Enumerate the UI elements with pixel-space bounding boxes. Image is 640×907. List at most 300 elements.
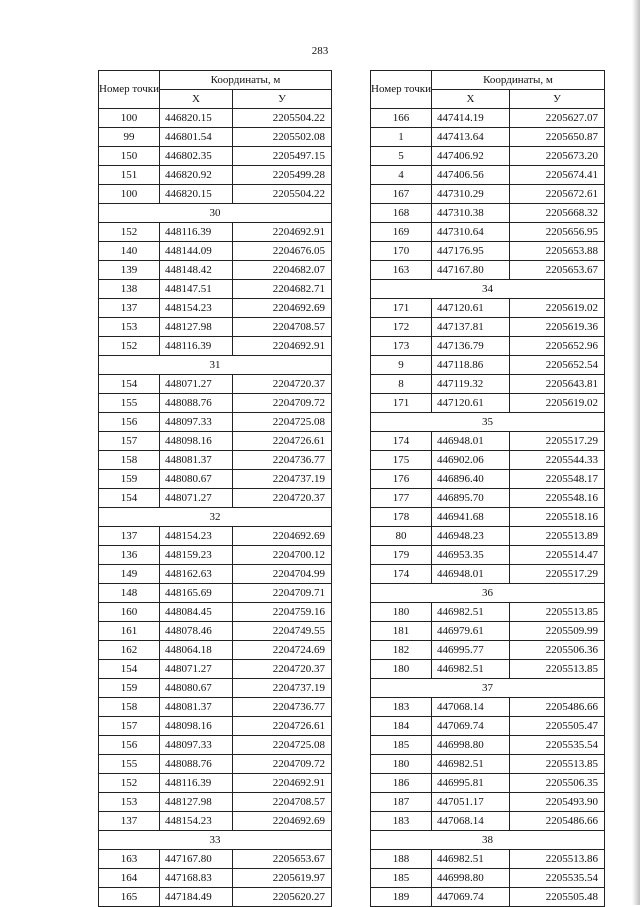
table-row	[371, 755, 605, 774]
table-row	[99, 185, 332, 204]
point-number-cell: 137	[99, 527, 160, 546]
x-coordinate-cell: 447406.56	[431, 166, 509, 185]
table-row	[371, 603, 605, 622]
y-coordinate-cell: 2204736.77	[232, 698, 331, 717]
point-number-cell: 155	[99, 755, 160, 774]
x-coordinate-cell: 448098.16	[159, 432, 232, 451]
table-row	[371, 204, 605, 223]
x-coordinate-cell: 446820.15	[159, 109, 232, 128]
x-coordinate-cell: 446995.77	[431, 641, 509, 660]
x-coordinate-cell: 448116.39	[159, 337, 232, 356]
y-coordinate-cell: 2204726.61	[232, 432, 331, 451]
point-number-cell: 8	[371, 375, 432, 394]
x-coordinate-cell: 448088.76	[159, 755, 232, 774]
x-coordinate-cell: 448148.42	[159, 261, 232, 280]
x-coordinate-cell: 447176.95	[431, 242, 509, 261]
x-coordinate-cell: 447068.14	[431, 698, 509, 717]
coordinates-header: Координаты, м	[159, 71, 331, 90]
x-coordinate-cell: 447414.19	[431, 109, 509, 128]
y-coordinate-cell: 2204737.19	[232, 470, 331, 489]
x-coordinate-cell: 446982.51	[431, 850, 509, 869]
y-coordinate-cell: 2205535.54	[509, 736, 604, 755]
y-coordinate-cell: 2205668.32	[509, 204, 604, 223]
y-coordinate-cell: 2205672.61	[509, 185, 604, 204]
y-coordinate-cell: 2204759.16	[232, 603, 331, 622]
x-coordinate-cell: 447119.32	[431, 375, 509, 394]
table-row	[99, 679, 332, 698]
table-row	[371, 698, 605, 717]
point-number-cell: 180	[371, 755, 432, 774]
y-coordinate-cell: 2205627.07	[509, 109, 604, 128]
section-row	[371, 413, 605, 432]
y-coordinate-cell: 2204692.69	[232, 527, 331, 546]
section-number: 33	[99, 831, 332, 850]
table-row	[99, 394, 332, 413]
point-number-cell: 137	[99, 299, 160, 318]
x-coordinate-cell: 447184.49	[159, 888, 232, 907]
point-number-header: Номер точки	[99, 71, 160, 109]
y-coordinate-cell: 2205643.81	[509, 375, 604, 394]
x-coordinate-cell: 447168.83	[159, 869, 232, 888]
table-row	[99, 337, 332, 356]
x-coordinate-cell: 447120.61	[431, 394, 509, 413]
y-coordinate-cell: 2205548.16	[509, 489, 604, 508]
point-number-cell: 165	[99, 888, 160, 907]
x-coordinate-cell: 447413.64	[431, 128, 509, 147]
point-number-cell: 180	[371, 603, 432, 622]
right-table-body	[371, 109, 605, 907]
x-coordinate-cell: 448154.23	[159, 299, 232, 318]
y-coordinate-cell: 2205513.86	[509, 850, 604, 869]
y-coordinate-cell: 2205504.22	[232, 109, 331, 128]
y-coordinate-cell: 2205499.28	[232, 166, 331, 185]
y-coordinate-cell: 2205517.29	[509, 432, 604, 451]
table-row	[99, 698, 332, 717]
table-row	[99, 147, 332, 166]
point-number-cell: 158	[99, 698, 160, 717]
y-coordinate-cell: 2205653.88	[509, 242, 604, 261]
x-coordinate-cell: 446801.54	[159, 128, 232, 147]
x-coordinate-cell: 448154.23	[159, 527, 232, 546]
table-row	[99, 242, 332, 261]
x-coordinate-cell: 447137.81	[431, 318, 509, 337]
table-row	[99, 755, 332, 774]
point-number-cell: 4	[371, 166, 432, 185]
x-coordinate-cell: 447068.14	[431, 812, 509, 831]
point-number-cell: 152	[99, 337, 160, 356]
point-number-cell: 151	[99, 166, 160, 185]
y-coordinate-cell: 2204726.61	[232, 717, 331, 736]
table-row	[371, 546, 605, 565]
x-coordinate-cell: 447118.86	[431, 356, 509, 375]
table-row	[371, 432, 605, 451]
y-coordinate-cell: 2205502.08	[232, 128, 331, 147]
y-coordinate-cell: 2204708.57	[232, 793, 331, 812]
y-coordinate-cell: 2205513.85	[509, 755, 604, 774]
x-header: X	[159, 90, 232, 109]
page-number: 283	[311, 45, 329, 57]
y-coordinate-cell: 2205486.66	[509, 698, 604, 717]
coordinates-table-left	[98, 70, 332, 907]
table-row	[371, 489, 605, 508]
table-row	[371, 850, 605, 869]
point-number-cell: 159	[99, 470, 160, 489]
point-number-cell: 185	[371, 736, 432, 755]
point-number-cell: 181	[371, 622, 432, 641]
section-number: 35	[371, 413, 605, 432]
x-coordinate-cell: 446802.35	[159, 147, 232, 166]
y-coordinate-cell: 2205506.36	[509, 641, 604, 660]
y-coordinate-cell: 2204700.12	[232, 546, 331, 565]
x-coordinate-cell: 446948.01	[431, 565, 509, 584]
point-number-cell: 152	[99, 774, 160, 793]
table-row	[371, 470, 605, 489]
y-coordinate-cell: 2204724.69	[232, 641, 331, 660]
table-row	[371, 660, 605, 679]
x-coordinate-cell: 448078.46	[159, 622, 232, 641]
x-coordinate-cell: 446995.81	[431, 774, 509, 793]
table-row	[371, 736, 605, 755]
x-coordinate-cell: 448081.37	[159, 698, 232, 717]
x-coordinate-cell: 447136.79	[431, 337, 509, 356]
x-coordinate-cell: 448144.09	[159, 242, 232, 261]
table-row	[371, 508, 605, 527]
y-coordinate-cell: 2205656.95	[509, 223, 604, 242]
point-number-cell: 1	[371, 128, 432, 147]
table-row	[99, 736, 332, 755]
point-number-cell: 167	[371, 185, 432, 204]
table-row	[99, 318, 332, 337]
point-number-cell: 182	[371, 641, 432, 660]
table-row	[99, 109, 332, 128]
point-number-cell: 171	[371, 299, 432, 318]
x-coordinate-cell: 448162.63	[159, 565, 232, 584]
coordinates-header: Координаты, м	[431, 71, 604, 90]
point-number-cell: 161	[99, 622, 160, 641]
point-number-cell: 184	[371, 717, 432, 736]
x-coordinate-cell: 448127.98	[159, 793, 232, 812]
table-row	[99, 869, 332, 888]
y-coordinate-cell: 2204682.71	[232, 280, 331, 299]
y-coordinate-cell: 2204720.37	[232, 489, 331, 508]
x-coordinate-cell: 448165.69	[159, 584, 232, 603]
point-number-cell: 136	[99, 546, 160, 565]
x-coordinate-cell: 447167.80	[431, 261, 509, 280]
x-coordinate-cell: 448080.67	[159, 679, 232, 698]
x-coordinate-cell: 446948.23	[431, 527, 509, 546]
point-number-cell: 189	[371, 888, 432, 907]
section-number: 32	[99, 508, 332, 527]
y-coordinate-cell: 2204725.08	[232, 413, 331, 432]
table-row	[99, 128, 332, 147]
x-coordinate-cell: 447310.38	[431, 204, 509, 223]
point-number-cell: 80	[371, 527, 432, 546]
point-number-cell: 164	[99, 869, 160, 888]
point-number-cell: 153	[99, 318, 160, 337]
y-coordinate-cell: 2205674.41	[509, 166, 604, 185]
point-number-cell: 168	[371, 204, 432, 223]
table-row	[371, 299, 605, 318]
section-number: 36	[371, 584, 605, 603]
y-coordinate-cell: 2204720.37	[232, 660, 331, 679]
y-coordinate-cell: 2204692.69	[232, 812, 331, 831]
y-coordinate-cell: 2204725.08	[232, 736, 331, 755]
point-number-cell: 5	[371, 147, 432, 166]
point-number-cell: 160	[99, 603, 160, 622]
table-row	[371, 109, 605, 128]
x-coordinate-cell: 447167.80	[159, 850, 232, 869]
table-row	[99, 470, 332, 489]
point-number-cell: 180	[371, 660, 432, 679]
section-row	[371, 584, 605, 603]
y-coordinate-cell: 2205619.36	[509, 318, 604, 337]
point-number-cell: 169	[371, 223, 432, 242]
y-coordinate-cell: 2204737.19	[232, 679, 331, 698]
x-coordinate-cell: 446982.51	[431, 755, 509, 774]
table-row	[99, 451, 332, 470]
y-coordinate-cell: 2205653.67	[232, 850, 331, 869]
y-coordinate-cell: 2205509.99	[509, 622, 604, 641]
point-number-cell: 157	[99, 717, 160, 736]
table-row	[371, 337, 605, 356]
point-number-cell: 187	[371, 793, 432, 812]
table-row	[371, 793, 605, 812]
table-row	[99, 603, 332, 622]
point-number-cell: 183	[371, 698, 432, 717]
x-coordinate-cell: 446895.70	[431, 489, 509, 508]
table-row	[99, 223, 332, 242]
y-coordinate-cell: 2205497.15	[232, 147, 331, 166]
point-number-cell: 154	[99, 660, 160, 679]
x-coordinate-cell: 446820.92	[159, 166, 232, 185]
table-row	[99, 850, 332, 869]
point-number-cell: 183	[371, 812, 432, 831]
table-row	[371, 128, 605, 147]
table-row	[99, 584, 332, 603]
table-row	[99, 299, 332, 318]
x-coordinate-cell: 446998.80	[431, 869, 509, 888]
y-header: У	[509, 90, 604, 109]
point-number-cell: 99	[99, 128, 160, 147]
table-row	[99, 793, 332, 812]
table-row	[371, 166, 605, 185]
table-row	[99, 166, 332, 185]
y-coordinate-cell: 2204720.37	[232, 375, 331, 394]
table-row	[371, 869, 605, 888]
y-coordinate-cell: 2205505.47	[509, 717, 604, 736]
point-number-cell: 179	[371, 546, 432, 565]
x-coordinate-cell: 448088.76	[159, 394, 232, 413]
point-number-cell: 100	[99, 185, 160, 204]
y-coordinate-cell: 2205506.35	[509, 774, 604, 793]
point-number-cell: 155	[99, 394, 160, 413]
point-number-cell: 172	[371, 318, 432, 337]
point-number-cell: 100	[99, 109, 160, 128]
table-row	[99, 717, 332, 736]
x-header: X	[431, 90, 509, 109]
table-row	[99, 261, 332, 280]
y-coordinate-cell: 2205535.54	[509, 869, 604, 888]
table-row	[99, 622, 332, 641]
table-row	[371, 717, 605, 736]
y-coordinate-cell: 2205652.96	[509, 337, 604, 356]
y-coordinate-cell: 2204692.91	[232, 774, 331, 793]
x-coordinate-cell: 448097.33	[159, 736, 232, 755]
y-coordinate-cell: 2205493.90	[509, 793, 604, 812]
y-coordinate-cell: 2205652.54	[509, 356, 604, 375]
x-coordinate-cell: 446982.51	[431, 660, 509, 679]
table-row	[99, 280, 332, 299]
y-coordinate-cell: 2204749.55	[232, 622, 331, 641]
x-coordinate-cell: 447310.64	[431, 223, 509, 242]
section-row	[371, 280, 605, 299]
point-number-cell: 171	[371, 394, 432, 413]
point-number-header: Номер точки	[371, 71, 432, 109]
x-coordinate-cell: 446982.51	[431, 603, 509, 622]
point-number-cell: 174	[371, 432, 432, 451]
section-row	[99, 204, 332, 223]
point-number-cell: 186	[371, 774, 432, 793]
table-row	[371, 318, 605, 337]
table-row	[371, 261, 605, 280]
x-coordinate-cell: 447120.61	[431, 299, 509, 318]
y-coordinate-cell: 2204692.69	[232, 299, 331, 318]
point-number-cell: 159	[99, 679, 160, 698]
section-row	[99, 831, 332, 850]
y-coordinate-cell: 2205548.17	[509, 470, 604, 489]
y-coordinate-cell: 2205504.22	[232, 185, 331, 204]
point-number-cell: 139	[99, 261, 160, 280]
point-number-cell: 138	[99, 280, 160, 299]
x-coordinate-cell: 447069.74	[431, 717, 509, 736]
point-number-cell: 174	[371, 565, 432, 584]
x-coordinate-cell: 448098.16	[159, 717, 232, 736]
x-coordinate-cell: 448154.23	[159, 812, 232, 831]
table-row	[99, 660, 332, 679]
point-number-cell: 156	[99, 736, 160, 755]
point-number-cell: 156	[99, 413, 160, 432]
coordinates-table-right	[370, 70, 605, 907]
section-number: 31	[99, 356, 332, 375]
table-row	[371, 185, 605, 204]
x-coordinate-cell: 448071.27	[159, 489, 232, 508]
y-coordinate-cell: 2205513.85	[509, 603, 604, 622]
x-coordinate-cell: 446948.01	[431, 432, 509, 451]
point-number-cell: 163	[99, 850, 160, 869]
table-row	[371, 774, 605, 793]
table-row	[99, 888, 332, 907]
point-number-cell: 152	[99, 223, 160, 242]
x-coordinate-cell: 446979.61	[431, 622, 509, 641]
table-row	[371, 242, 605, 261]
x-coordinate-cell: 446998.80	[431, 736, 509, 755]
y-coordinate-cell: 2204704.99	[232, 565, 331, 584]
table-row	[99, 565, 332, 584]
table-row	[371, 641, 605, 660]
x-coordinate-cell: 446941.68	[431, 508, 509, 527]
point-number-cell: 166	[371, 109, 432, 128]
x-coordinate-cell: 448116.39	[159, 223, 232, 242]
table-row	[371, 223, 605, 242]
y-coordinate-cell: 2205619.02	[509, 394, 604, 413]
point-number-cell: 157	[99, 432, 160, 451]
y-coordinate-cell: 2205517.29	[509, 565, 604, 584]
table-row	[371, 394, 605, 413]
table-row	[99, 812, 332, 831]
table-row	[99, 375, 332, 394]
table-row	[371, 565, 605, 584]
point-number-cell: 140	[99, 242, 160, 261]
table-row	[371, 147, 605, 166]
table-row	[99, 432, 332, 451]
table-row	[371, 622, 605, 641]
x-coordinate-cell: 446820.15	[159, 185, 232, 204]
y-coordinate-cell: 2204676.05	[232, 242, 331, 261]
point-number-cell: 150	[99, 147, 160, 166]
x-coordinate-cell: 448064.18	[159, 641, 232, 660]
y-coordinate-cell: 2205513.85	[509, 660, 604, 679]
x-coordinate-cell: 448080.67	[159, 470, 232, 489]
y-header: У	[232, 90, 331, 109]
y-coordinate-cell: 2205619.97	[232, 869, 331, 888]
left-table-body	[99, 109, 332, 907]
table-row	[371, 451, 605, 470]
x-coordinate-cell: 446953.35	[431, 546, 509, 565]
point-number-cell: 9	[371, 356, 432, 375]
point-number-cell: 173	[371, 337, 432, 356]
y-coordinate-cell: 2204708.57	[232, 318, 331, 337]
section-number: 37	[371, 679, 605, 698]
table-row	[371, 527, 605, 546]
y-coordinate-cell: 2205513.89	[509, 527, 604, 546]
point-number-cell: 170	[371, 242, 432, 261]
x-coordinate-cell: 446896.40	[431, 470, 509, 489]
y-coordinate-cell: 2205505.48	[509, 888, 604, 907]
x-coordinate-cell: 448159.23	[159, 546, 232, 565]
table-row	[99, 413, 332, 432]
point-number-cell: 177	[371, 489, 432, 508]
x-coordinate-cell: 448084.45	[159, 603, 232, 622]
section-number: 30	[99, 204, 332, 223]
y-coordinate-cell: 2205486.66	[509, 812, 604, 831]
x-coordinate-cell: 448097.33	[159, 413, 232, 432]
x-coordinate-cell: 447069.74	[431, 888, 509, 907]
x-coordinate-cell: 448116.39	[159, 774, 232, 793]
table-row	[99, 489, 332, 508]
point-number-cell: 158	[99, 451, 160, 470]
section-row	[99, 508, 332, 527]
point-number-cell: 154	[99, 375, 160, 394]
table-row	[371, 888, 605, 907]
y-coordinate-cell: 2204692.91	[232, 337, 331, 356]
table-row	[371, 356, 605, 375]
y-coordinate-cell: 2205518.16	[509, 508, 604, 527]
x-coordinate-cell: 446902.06	[431, 451, 509, 470]
scan-edge-shadow	[632, 0, 640, 905]
y-coordinate-cell: 2204709.72	[232, 755, 331, 774]
y-coordinate-cell: 2204692.91	[232, 223, 331, 242]
section-row	[371, 679, 605, 698]
y-coordinate-cell: 2205544.33	[509, 451, 604, 470]
y-coordinate-cell: 2204709.71	[232, 584, 331, 603]
point-number-cell: 185	[371, 869, 432, 888]
point-number-cell: 162	[99, 641, 160, 660]
x-coordinate-cell: 448147.51	[159, 280, 232, 299]
point-number-cell: 154	[99, 489, 160, 508]
section-number: 38	[371, 831, 605, 850]
y-coordinate-cell: 2205653.67	[509, 261, 604, 280]
y-coordinate-cell: 2205514.47	[509, 546, 604, 565]
